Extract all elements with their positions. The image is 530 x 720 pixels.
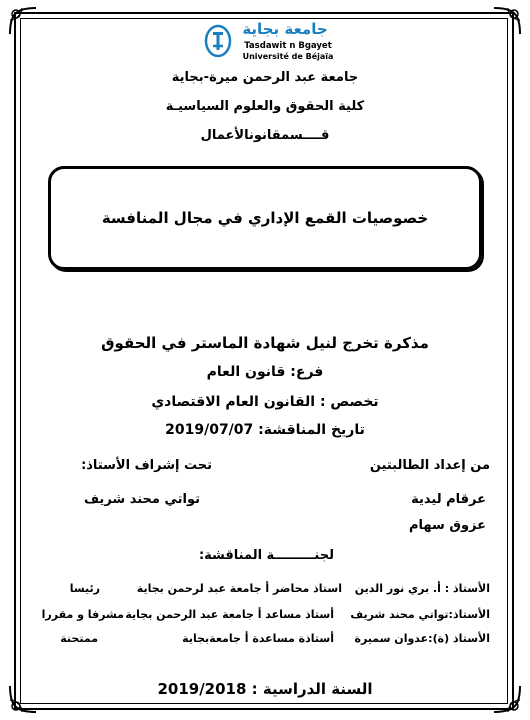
students-label: من إعداد الطالبتين: [369, 458, 490, 473]
corner-ornament-top-left: [6, 4, 40, 38]
committee-member-1-role: رئيسا: [69, 582, 100, 595]
logo-latin-name-1: Tasdawit n Bgayet: [244, 41, 332, 51]
student-name-2: عزوق سهام: [409, 518, 486, 533]
specialty-line: تخصص : القانون العام الاقتصادي: [151, 394, 379, 410]
student-name-1: عرقام ليدية: [411, 492, 486, 507]
department-name: قــــسمقانونالأعمال: [200, 128, 330, 143]
committee-member-1-rank: استاذ محاضر أ جامعة عبد لرحمن بجاية: [136, 582, 342, 595]
logo-latin-name-2: Université de Béjaïa: [242, 52, 334, 61]
committee-member-3-role: ممتحنة: [60, 632, 98, 645]
defense-date-line: تاريخ المناقشة: 2019/07/07: [165, 422, 365, 438]
university-name: جامعة عبد الرحمن ميرة-بجاية: [171, 70, 359, 85]
supervisor-label: تحت إشراف الأستاذ:: [81, 458, 212, 473]
committee-member-2-name: الأستاذ:تواتي محند شريف: [350, 608, 490, 621]
committee-member-2-rank: أستاذ مساعد أ جامعة عبد الرحمن بجاية: [125, 608, 334, 621]
degree-line: مذكرة تخرج لنيل شهادة الماستر في الحقوق: [101, 334, 429, 352]
thesis-title: خصوصيات القمع الإداري في مجال المنافسة: [101, 209, 429, 227]
committee-member-2-role: مشرفا و مقررا: [41, 608, 124, 621]
committee-member-1-name: الأستاذ : أ. بري نور الدين: [354, 582, 490, 595]
branch-line: فرع: قانون العام: [206, 364, 324, 380]
faculty-name: كلية الحقوق والعلوم السياسيـة: [165, 99, 365, 114]
university-logo: [200, 22, 340, 68]
logo-arabic-name: جامعة بجاية: [242, 20, 328, 38]
supervisor-name: تواتي محند شريف: [83, 492, 200, 507]
thesis-title-box: [48, 166, 482, 270]
committee-label: لجنـــــــــة المناقشة:: [198, 548, 334, 563]
committee-member-3-rank: أستاذة مساعدة أ جامعةبجاية: [182, 632, 334, 645]
committee-member-3-name: الأستاذ (ة):عدوان سميرة: [354, 632, 490, 645]
page-border-inner: [20, 18, 508, 704]
academic-year: السنة الدراسية : 2019/2018: [157, 680, 373, 698]
university-emblem-icon: [204, 24, 232, 58]
corner-ornament-top-right: [490, 4, 524, 38]
